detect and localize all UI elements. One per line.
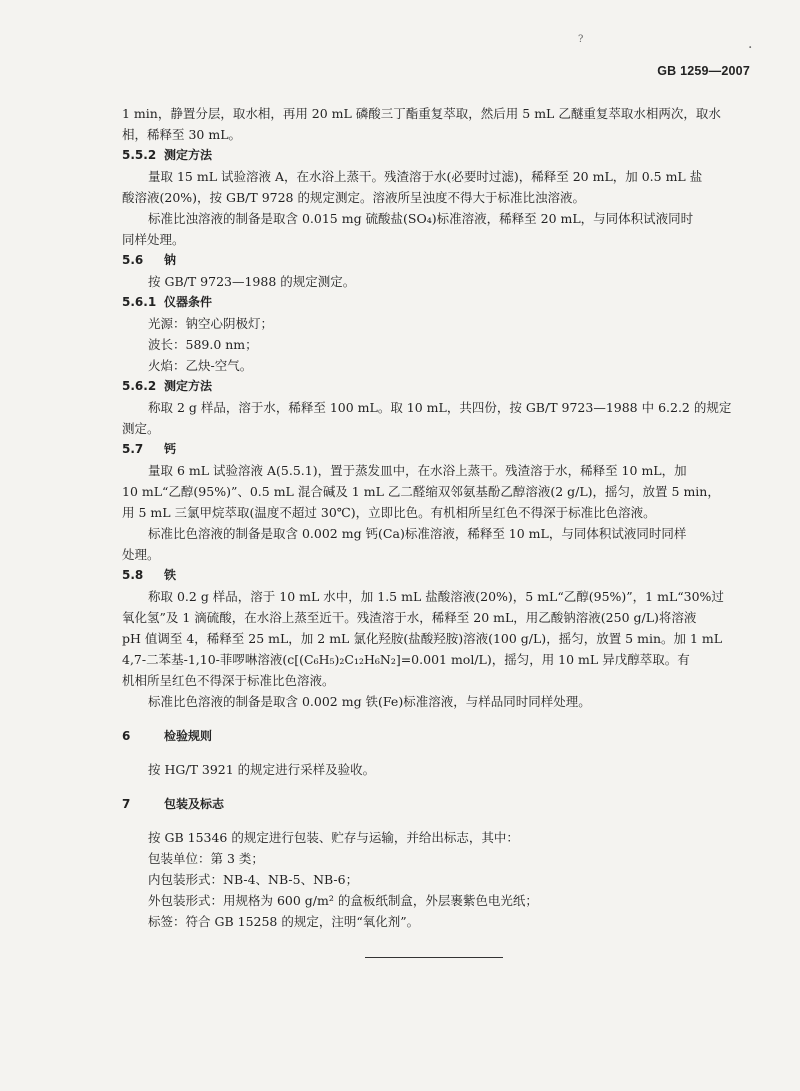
paragraph-line: 标准比色溶液的制备是取含 0.002 mg 钙(Ca)标准溶液，稀释至 10 mL，与同体积试液同时同样 (148, 526, 687, 541)
paragraph-continuation: 1 min，静置分层，取水相，再用 20 mL 磷酸三丁酯重复萃取，然后用 5 mL 乙醚重复萃取水相两次，取水 (122, 106, 721, 121)
paragraph-line: 按 GB 15346 的规定进行包装、贮存与运输，并给出标志，其中： (148, 830, 519, 845)
section-heading (122, 439, 750, 460)
paragraph-line: 量取 15 mL 试验溶液 A，在水浴上蒸干。残渣溶于水(必要时过滤)，稀释至 20 mL，加 0.5 mL 盐 (148, 169, 703, 184)
paragraph-line: 火焰：乙炔-空气。 (148, 358, 253, 373)
section-number: 6 (122, 729, 131, 743)
section-heading (122, 376, 750, 397)
scan-speck: · (748, 40, 753, 56)
paragraph-line: 光源：钠空心阴极灯； (148, 316, 274, 331)
section-title: 测定方法 (164, 148, 213, 162)
section-number: 5.7 (122, 442, 144, 456)
paragraph-line: 量取 6 mL 试验溶液 A(5.5.1)，置于蒸发皿中，在水浴上蒸干。残渣溶于水，稀释至 10 mL，加 (148, 463, 687, 478)
paragraph-continuation: 10 mL“乙醇(95%)”、0.5 mL 混合碱及 1 mL 乙二醛缩双邻氨基酚乙醇溶液(2 g/L)，摇匀，放置 5 min， (122, 484, 720, 499)
paragraph-continuation: 机相所呈红色不得深于标准比色溶液。 (122, 673, 335, 688)
document-body (122, 103, 750, 932)
paragraph-line: 称取 2 g 样品，溶于水，稀释至 100 mL。取 10 mL，共四份，按 GB/T 9723—1988 中 6.2.2 的规定 (148, 400, 732, 415)
paragraph-continuation: 相，稀释至 30 mL。 (122, 127, 242, 142)
section-heading (122, 794, 750, 815)
paragraph-continuation: 4,7-二苯基-1,10-菲啰啉溶液(c[(C₆H₅)₂C₁₂H₆N₂]=0.001 mol/L)，摇匀，用 10 mL 异戊醇萃取。有 (122, 652, 690, 667)
section-number: 5.5.2 (122, 148, 157, 162)
section-number: 5.8 (122, 568, 144, 582)
section-title: 包装及标志 (164, 797, 225, 811)
section-title: 仪器条件 (164, 295, 213, 309)
paragraph-line: 按 HG/T 3921 的规定进行采样及验收。 (148, 762, 376, 777)
section-heading (122, 726, 750, 747)
section-title: 检验规则 (164, 729, 213, 743)
paragraph-continuation: 处理。 (122, 547, 160, 562)
section-title: 铁 (164, 568, 177, 582)
paragraph-line: 标准比浊溶液的制备是取含 0.015 mg 硫酸盐(SO₄)标准溶液，稀释至 20 mL，与同体积试液同时 (148, 211, 694, 226)
paragraph-line: 标准比色溶液的制备是取含 0.002 mg 铁(Fe)标准溶液，与样品同时同样处理。 (148, 694, 591, 709)
section-title: 钠 (164, 253, 177, 267)
paragraph-line: 称取 0.2 g 样品，溶于 10 mL 水中，加 1.5 mL 盐酸溶液(20%)，5 mL“乙醇(95%)”，1 mL“30%过 (148, 589, 724, 604)
paragraph-continuation: 酸溶液(20%)，按 GB/T 9728 的规定测定。溶液所呈浊度不得大于标准比浊溶液。 (122, 190, 585, 205)
spacer (122, 747, 750, 759)
section-number: 5.6 (122, 253, 144, 267)
paragraph-line: 标签：符合 GB 15258 的规定，注明“氧化剂”。 (148, 914, 420, 929)
paragraph-line: 按 GB/T 9723—1988 的规定测定。 (148, 274, 356, 289)
paragraph-continuation: 氧化氢”及 1 滴硫酸，在水浴上蒸至近干。残渣溶于水，稀释至 20 mL，用乙酸钠溶液(250 g/L)将溶液 (122, 610, 697, 625)
paragraph-continuation: pH 值调至 4，稀释至 25 mL，加 2 mL 氯化羟胺(盐酸羟胺)溶液(100 g/L)，摇匀，放置 5 min。加 1 mL (122, 631, 723, 646)
section-title: 测定方法 (164, 379, 213, 393)
section-heading (122, 250, 750, 271)
spacer (122, 815, 750, 827)
paragraph-continuation: 测定。 (122, 421, 160, 436)
section-heading (122, 145, 750, 166)
section-title: 钙 (164, 442, 177, 456)
section-number: 7 (122, 797, 131, 811)
standard-code: GB 1259—2007 (657, 64, 750, 78)
section-number: 5.6.1 (122, 295, 157, 309)
section-heading (122, 292, 750, 313)
paragraph-continuation: 用 5 mL 三氯甲烷萃取(温度不超过 30℃)，立即比色。有机相所呈红色不得深于标准比色溶液。 (122, 505, 656, 520)
paragraph-line: 波长：589.0 nm； (148, 337, 258, 352)
paragraph-line: 外包装形式：用规格为 600 g/m² 的盒板纸制盒，外层裹紫色电光纸； (148, 893, 538, 908)
section-number: 5.6.2 (122, 379, 157, 393)
paragraph-line: 包装单位：第 3 类； (148, 851, 264, 866)
paragraph-line: 内包装形式：NB-4、NB-5、NB-6； (148, 872, 359, 887)
paragraph-continuation: 同样处理。 (122, 232, 185, 247)
end-rule (365, 957, 503, 958)
section-heading (122, 565, 750, 586)
scan-speck: ? (578, 34, 584, 45)
